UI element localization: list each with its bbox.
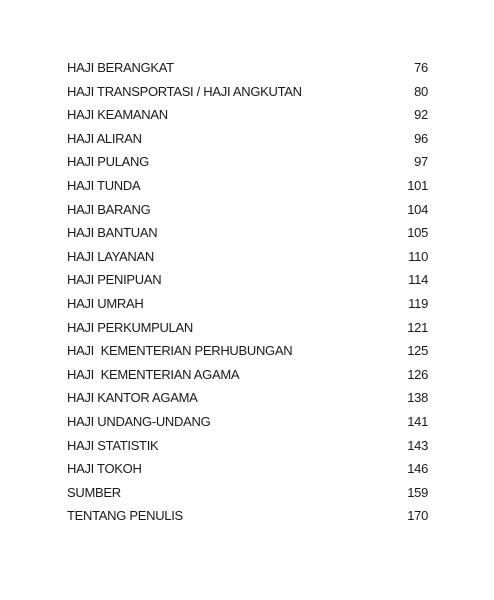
- toc-entry-page: 96: [414, 130, 428, 146]
- toc-entry-title: HAJI BERANGKAT: [67, 60, 174, 75]
- toc-entry-page: 170: [407, 508, 428, 524]
- toc-entry-page: 138: [407, 390, 428, 406]
- toc-entry: [67, 481, 428, 505]
- toc-entry: [67, 127, 428, 151]
- toc-entry-page: 97: [414, 154, 428, 170]
- toc-entry-title: HAJI BARANG: [67, 201, 151, 217]
- toc-entry-page: 146: [407, 461, 428, 477]
- toc-entry: [67, 363, 428, 387]
- toc-entry-title: HAJI ALIRAN: [67, 130, 142, 146]
- toc-entry-title: HAJI TOKOH: [67, 461, 142, 477]
- toc-entry-page: 76: [414, 60, 428, 75]
- toc-entry: [67, 457, 428, 481]
- toc-entry: [67, 386, 428, 410]
- toc-entry-title: HAJI KEMENTERIAN PERHUBUNGAN: [67, 343, 293, 359]
- toc-entry-page: 92: [414, 107, 428, 123]
- toc-entry: [67, 339, 428, 363]
- toc-entry-title: HAJI TRANSPORTASI / HAJI ANGKUTAN: [67, 83, 302, 99]
- toc-entry-title: HAJI PULANG: [67, 154, 149, 170]
- toc-entry-page: 101: [407, 177, 428, 193]
- toc-entry-title: HAJI BANTUAN: [67, 225, 158, 241]
- toc-entry-title: HAJI UNDANG-UNDANG: [67, 413, 211, 429]
- toc-entry: [67, 316, 428, 340]
- toc-entry-title: HAJI LAYANAN: [67, 248, 154, 264]
- toc-entry: [67, 434, 428, 458]
- toc-entry-title: HAJI KEAMANAN: [67, 107, 168, 123]
- toc-entry-page: 125: [407, 343, 428, 359]
- toc-entry: [67, 292, 428, 316]
- toc-entry: [67, 410, 428, 434]
- toc-entry-title: HAJI PENIPUAN: [67, 272, 162, 288]
- toc-entry-page: 105: [407, 225, 428, 241]
- toc-entry: [67, 198, 428, 222]
- toc-entry: [67, 103, 428, 127]
- table-of-contents: [67, 56, 428, 528]
- toc-entry: [67, 56, 428, 80]
- toc-entry: [67, 150, 428, 174]
- toc-entry-title: SUMBER: [67, 484, 121, 500]
- toc-entry-title: TENTANG PENULIS: [67, 508, 183, 524]
- toc-entry-page: 121: [407, 319, 428, 335]
- toc-entry: [67, 245, 428, 269]
- toc-entry-title: HAJI KEMENTERIAN AGAMA: [67, 366, 240, 382]
- toc-entry-title: HAJI STATISTIK: [67, 437, 159, 453]
- toc-entry: [67, 268, 428, 292]
- toc-entry: [67, 80, 428, 104]
- toc-entry-title: HAJI KANTOR AGAMA: [67, 390, 198, 406]
- toc-entry-page: 80: [414, 83, 428, 99]
- toc-entry-page: 159: [407, 484, 428, 500]
- toc-entry-page: 119: [408, 295, 428, 311]
- toc-entry: [67, 504, 428, 528]
- toc-entry: [67, 174, 428, 198]
- toc-entry-page: 110: [408, 248, 428, 264]
- toc-entry-page: 104: [407, 201, 428, 217]
- toc-entry-page: 143: [407, 437, 428, 453]
- toc-entry-page: 114: [408, 272, 428, 288]
- toc-entry: [67, 221, 428, 245]
- toc-entry-title: HAJI TUNDA: [67, 177, 141, 193]
- toc-entry-page: 126: [407, 366, 428, 382]
- toc-entry-page: 141: [407, 413, 428, 429]
- toc-entry-title: HAJI UMRAH: [67, 295, 144, 311]
- toc-entry-title: HAJI PERKUMPULAN: [67, 319, 193, 335]
